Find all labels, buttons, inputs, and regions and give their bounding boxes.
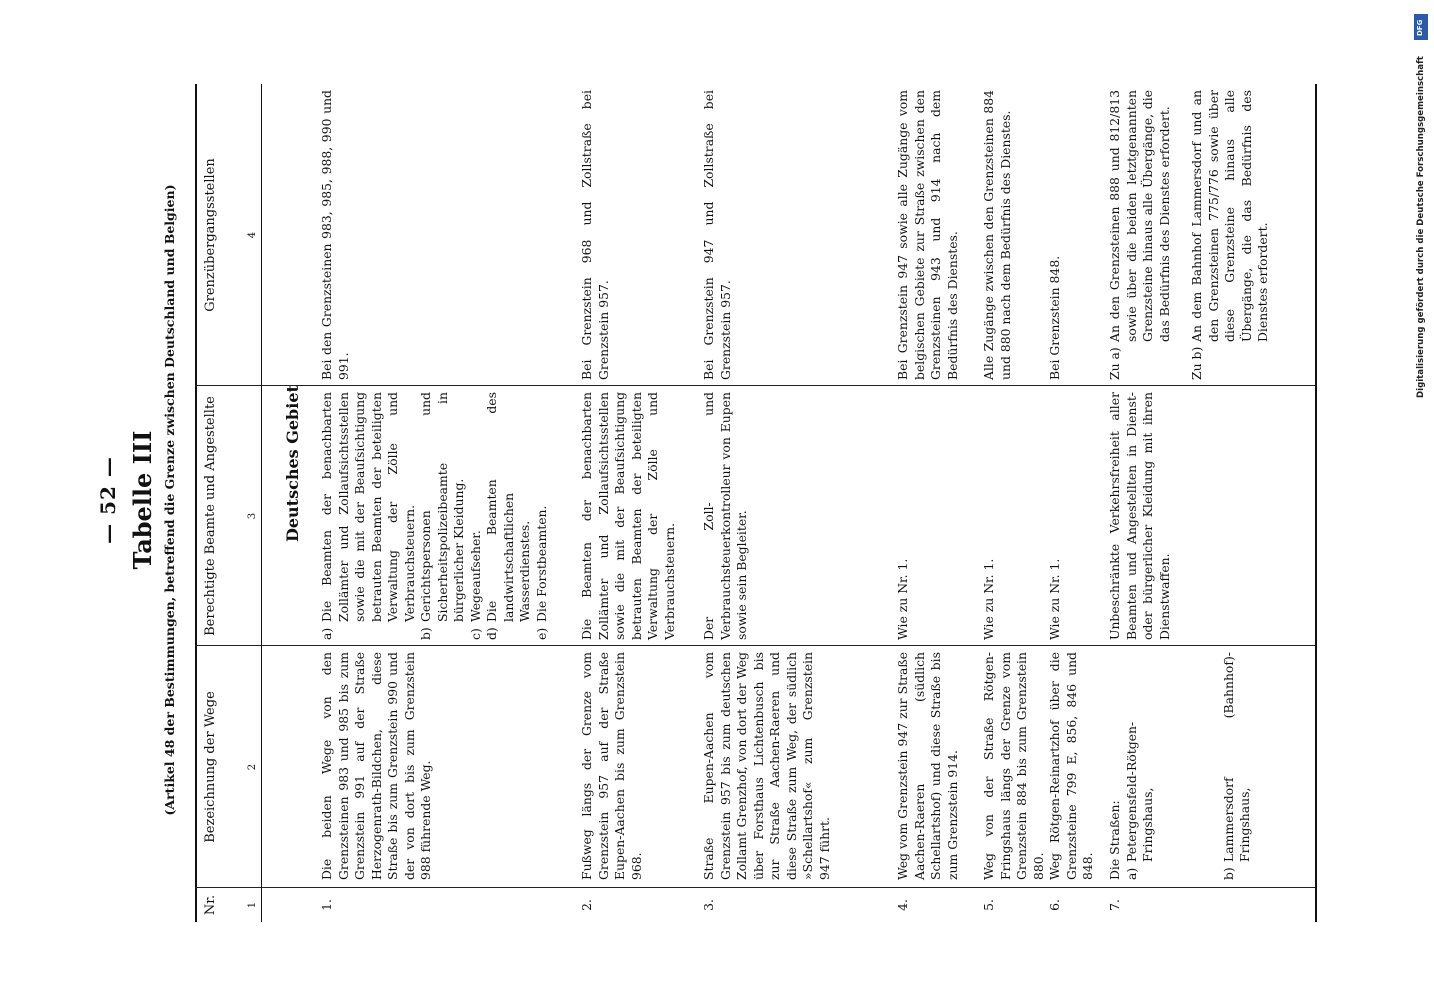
- row-wege: Die beiden Wege von den Grenzsteinen 983 und 985 bis zum Grenzstein 991 auf der Straße Herzogenrath-Bildchen, diese Straße bis zum Grenzstein 990 und der von dort bis zum Grenzstein 988 führende Weg.: [319, 652, 433, 880]
- row-stellen: Bei den Grenzsteinen 983, 985, 988, 990 und 991.: [319, 90, 351, 380]
- row-number: 3.: [701, 899, 716, 911]
- row-wege: Straße Eupen-Aachen vom Grenzstein 957 bis zum deutschen Zollamt Grenzhof, von dort der Weg über Forsthaus Lichtenbusch bis zur Straße Aachen-Raeren und diese Straße zum Weg, der südlich »Schellartshof« zum Grenzstein 947 führt.: [701, 652, 832, 880]
- row-wege: Weg vom Grenzstein 947 zur Straße Aachen-Raeren (südlich Schellartshof) und diese Straße bis zum Grenzstein 914.: [895, 652, 960, 880]
- row-stellen: Bei Grenzstein 947 sowie alle Zugänge vom belgischen Gebiete zur Straße zwischen den Grenzsteinen 943 und 914 nach dem Bedürfnis des Dienstes.: [895, 90, 960, 380]
- section-heading: Deutsches Gebiet: [283, 385, 302, 542]
- table-header-rule: [261, 84, 262, 922]
- column-header-wege: Bezeichnung der Wege: [203, 691, 218, 843]
- row-number: 2.: [579, 899, 594, 911]
- list-item: b) Lammersdorf (Bahnhof)-Fringshaus,: [1220, 652, 1252, 880]
- column-divider: [195, 645, 1315, 646]
- row-beamte: Der Zoll- und Verbrauchsteuerkontrolleur von Eupen sowie sein Begleiter.: [701, 392, 749, 640]
- list-item: a) Die Beamten der benachbarten Zollämter und Zollaufsichtsstellen sowie die mit der Beaufsichtigung betrauten Beamten der beteiligten Verwaltung der Zölle und Verbrauchsteuern.: [319, 392, 417, 640]
- table-subtitle: (Artikel 48 der Bestimmungen, betreffend die Grenze zwischen Deutschland und Belgien): [162, 184, 177, 816]
- list-item: b) Gerichtspersonen und Sicherheitspolizeibeamte in bürgerlicher Kleidung.: [418, 392, 466, 640]
- table-bottom-rule: [1315, 84, 1317, 922]
- table-top-rule: [195, 84, 197, 922]
- column-number: 4: [247, 231, 258, 239]
- row-stellen: [1107, 90, 1272, 380]
- column-header-stellen: Grenzübergangsstellen: [203, 158, 218, 312]
- list-item: c) Wegeaufseher.: [467, 530, 483, 640]
- row-beamte: Wie zu Nr. 1.: [895, 558, 910, 640]
- table-title: Tabelle III: [128, 430, 157, 570]
- row-wege: Weg von der Straße Rötgen-Fringshaus längs der Grenze vom Grenzstein 884 bis zum Grenzstein 880.: [981, 652, 1046, 880]
- document-table: [195, 84, 1315, 922]
- list-item: e) Die Forstbeamten.: [533, 505, 549, 640]
- row-number: 5.: [981, 899, 996, 911]
- row-beamte: [319, 392, 550, 640]
- list-item: Zu b) An dem Bahnhof Lammersdorf und an den Grenzsteinen 775/776 sowie über diese Grenzsteine hinaus alle Übergänge, die das Bedürfnis des Dienstes erfordert.: [1189, 90, 1270, 380]
- column-number: 1: [247, 901, 258, 909]
- row-number: 4.: [895, 899, 910, 911]
- row-stellen: Bei Grenzstein 968 und Zollstraße bei Grenzstein 957.: [579, 90, 611, 380]
- list-intro: Die Straßen:: [1107, 800, 1122, 880]
- column-divider: [195, 887, 1315, 888]
- credit-text: Digitalisierung gefördert durch die Deutsche Forschungsgemeinschaft: [1416, 56, 1426, 398]
- row-wege: Weg Rötgen-Reinartzhof über die Grenzsteine 799 E, 856, 846 und 848.: [1047, 652, 1095, 880]
- row-number: 1.: [319, 899, 334, 911]
- list-item: Zu a) An den Grenzsteinen 888 und 812/813 sowie über die beiden letztgenannten Grenzsteine hinaus alle Übergänge, die das Bedürfnis des Dienstes erfordert.: [1107, 90, 1172, 380]
- column-divider: [195, 385, 1315, 386]
- row-wege: [1107, 652, 1254, 880]
- list-item: a) Petergensfeld-Rötgen-Fringshaus,: [1123, 721, 1155, 880]
- column-number: 2: [247, 763, 258, 771]
- row-beamte: Die Beamten der benachbarten Zollämter und Zollaufsichtsstellen sowie die mit der Beaufsichtigung betrauten Beamten der beteiligten Verwaltung der Zölle und Verbrauchsteuern.: [579, 392, 677, 640]
- row-stellen: Alle Zugänge zwischen den Grenzsteinen 884 und 880 nach dem Bedürfnis des Dienstes.: [981, 90, 1013, 380]
- page-number: — 52 —: [96, 456, 120, 544]
- row-number: 7.: [1107, 899, 1122, 911]
- list-item: d) Die Beamten des landwirtschaftlichen Wasserdienstes.: [484, 392, 532, 640]
- row-beamte: Unbeschränkte Verkehrsfreiheit aller Beamten und Angestellten in Dienst- oder bürgerlicher Kleidung mit ihren Dienstwaffen.: [1107, 392, 1172, 640]
- row-beamte: Wie zu Nr. 1.: [1047, 558, 1062, 640]
- row-number: 6.: [1047, 899, 1062, 911]
- row-stellen: Bei Grenzstein 947 und Zollstraße bei Grenzstein 957.: [701, 90, 733, 380]
- column-number: 3: [247, 512, 258, 520]
- digitization-credit: [1414, 6, 1430, 996]
- column-header-nr: Nr.: [203, 894, 218, 916]
- row-stellen: Bei Grenzstein 848.: [1047, 255, 1062, 380]
- row-wege: Fußweg längs der Grenze vom Grenzstein 957 auf der Straße Eupen-Aachen bis zum Grenzstein 968.: [579, 652, 644, 880]
- column-header-beamte: Berechtigte Beamte und Angestellte: [203, 396, 218, 636]
- row-beamte: Wie zu Nr. 1.: [981, 558, 996, 640]
- dfg-logo: DFG: [1414, 14, 1428, 40]
